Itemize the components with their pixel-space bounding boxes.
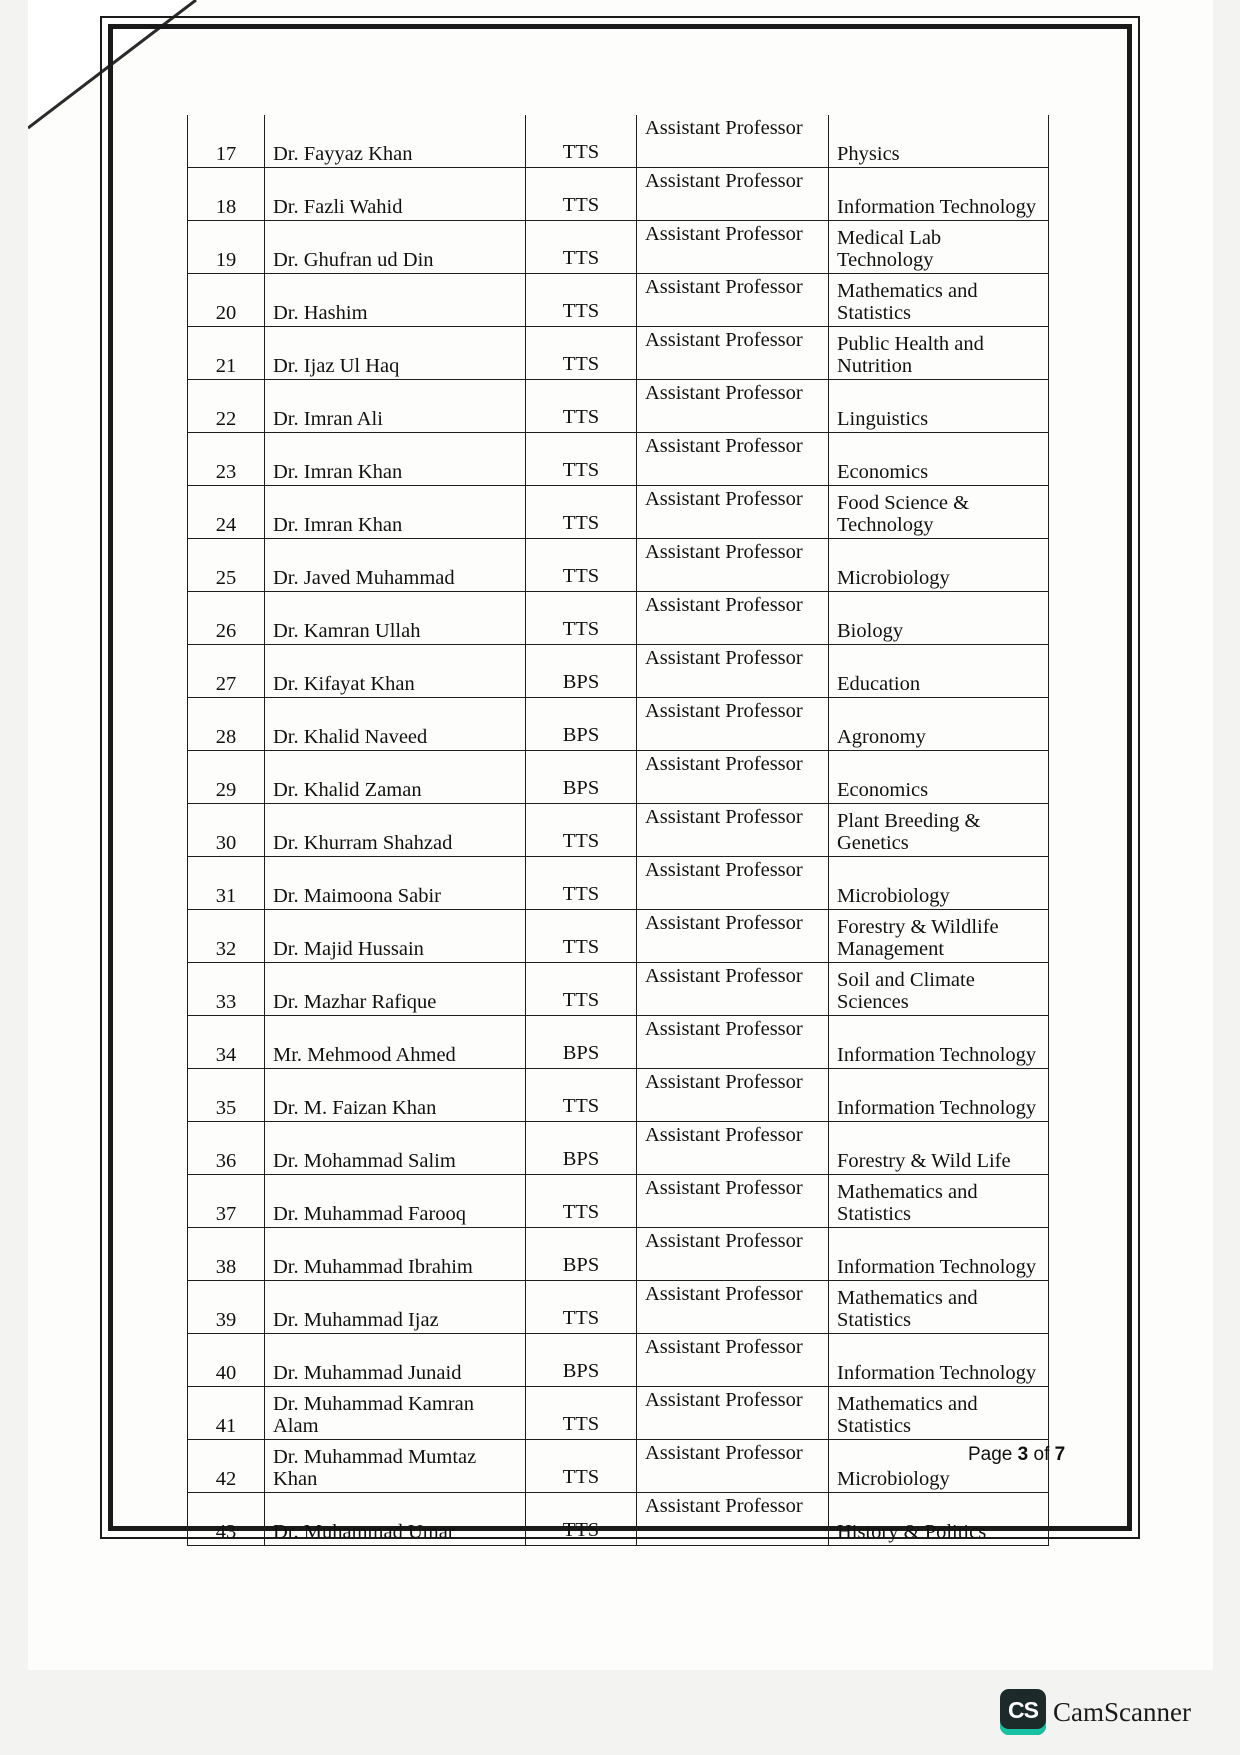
faculty-name-cell: Dr. Fazli Wahid: [265, 168, 526, 221]
row-number-cell: 23: [188, 433, 265, 486]
row-number-cell: 35: [188, 1069, 265, 1122]
designation-cell: Assistant Professor: [637, 1016, 829, 1069]
faculty-table: [187, 115, 1049, 1546]
department-cell: Information Technology: [829, 1069, 1049, 1122]
pay-scale-cell: TTS: [526, 1175, 637, 1228]
row-number-cell: 17: [188, 115, 265, 168]
faculty-name-cell: Dr. Khalid Naveed: [265, 698, 526, 751]
row-number-cell: 39: [188, 1281, 265, 1334]
designation-cell: Assistant Professor: [637, 857, 829, 910]
designation-cell: Assistant Professor: [637, 1122, 829, 1175]
faculty-name-cell: Dr. Khurram Shahzad: [265, 804, 526, 857]
department-cell: Mathematics and Statistics: [829, 1175, 1049, 1228]
camscanner-name: CamScanner: [1053, 1696, 1191, 1727]
row-number-cell: 41: [188, 1387, 265, 1440]
faculty-name-cell: Dr. Fayyaz Khan: [265, 115, 526, 168]
table-row: [188, 168, 1049, 221]
row-number-cell: 38: [188, 1228, 265, 1281]
designation-cell: Assistant Professor: [637, 698, 829, 751]
table-row: [188, 1493, 1049, 1546]
row-number-cell: 29: [188, 751, 265, 804]
designation-cell: Assistant Professor: [637, 486, 829, 539]
faculty-name-cell: Dr. Muhammad Farooq: [265, 1175, 526, 1228]
faculty-name-cell: Dr. Ghufran ud Din: [265, 221, 526, 274]
department-cell: Food Science & Technology: [829, 486, 1049, 539]
designation-cell: Assistant Professor: [637, 433, 829, 486]
row-number-cell: 25: [188, 539, 265, 592]
department-cell: Information Technology: [829, 168, 1049, 221]
page-number-label: Page: [968, 1444, 1013, 1465]
row-number-cell: 18: [188, 168, 265, 221]
department-cell: Public Health and Nutrition: [829, 327, 1049, 380]
designation-cell: Assistant Professor: [637, 804, 829, 857]
pay-scale-cell: TTS: [526, 433, 637, 486]
pay-scale-cell: TTS: [526, 221, 637, 274]
table-row: [188, 1016, 1049, 1069]
row-number-cell: 36: [188, 1122, 265, 1175]
table-row: [188, 221, 1049, 274]
page-number: [968, 1444, 1065, 1466]
department-cell: Mathematics and Statistics: [829, 274, 1049, 327]
department-cell: Information Technology: [829, 1334, 1049, 1387]
faculty-name-cell: Dr. Muhammad Kamran Alam: [265, 1387, 526, 1440]
department-cell: Microbiology: [829, 857, 1049, 910]
designation-cell: Assistant Professor: [637, 221, 829, 274]
table-row: [188, 804, 1049, 857]
row-number-cell: 21: [188, 327, 265, 380]
faculty-table-body: [188, 115, 1049, 1546]
pay-scale-cell: TTS: [526, 539, 637, 592]
department-cell: Microbiology: [829, 539, 1049, 592]
designation-cell: Assistant Professor: [637, 327, 829, 380]
designation-cell: Assistant Professor: [637, 168, 829, 221]
department-cell: Mathematics and Statistics: [829, 1281, 1049, 1334]
designation-cell: Assistant Professor: [637, 539, 829, 592]
pay-scale-cell: BPS: [526, 698, 637, 751]
designation-cell: Assistant Professor: [637, 380, 829, 433]
camscanner-logo-text: CS: [1008, 1696, 1038, 1723]
pay-scale-cell: BPS: [526, 1016, 637, 1069]
designation-cell: Assistant Professor: [637, 1440, 829, 1493]
faculty-name-cell: Dr. Javed Muhammad: [265, 539, 526, 592]
row-number-cell: 28: [188, 698, 265, 751]
camscanner-watermark: [1000, 1688, 1191, 1736]
department-cell: Forestry & Wild Life: [829, 1122, 1049, 1175]
pay-scale-cell: TTS: [526, 1440, 637, 1493]
faculty-name-cell: Dr. Muhammad Ibrahim: [265, 1228, 526, 1281]
row-number-cell: 37: [188, 1175, 265, 1228]
row-number-cell: 26: [188, 592, 265, 645]
department-cell: Plant Breeding & Genetics: [829, 804, 1049, 857]
row-number-cell: 42: [188, 1440, 265, 1493]
faculty-name-cell: Dr. Muhammad Ijaz: [265, 1281, 526, 1334]
designation-cell: Assistant Professor: [637, 115, 829, 168]
department-cell: Education: [829, 645, 1049, 698]
pay-scale-cell: TTS: [526, 804, 637, 857]
table-row: [188, 751, 1049, 804]
table-row: [188, 539, 1049, 592]
faculty-name-cell: Dr. Imran Khan: [265, 486, 526, 539]
table-row: [188, 1175, 1049, 1228]
designation-cell: Assistant Professor: [637, 1228, 829, 1281]
department-cell: Biology: [829, 592, 1049, 645]
table-row: [188, 592, 1049, 645]
table-row: [188, 1281, 1049, 1334]
pay-scale-cell: BPS: [526, 1122, 637, 1175]
department-cell: Mathematics and Statistics: [829, 1387, 1049, 1440]
faculty-name-cell: Dr. Hashim: [265, 274, 526, 327]
pay-scale-cell: TTS: [526, 963, 637, 1016]
table-row: [188, 327, 1049, 380]
designation-cell: Assistant Professor: [637, 1387, 829, 1440]
table-row: [188, 433, 1049, 486]
designation-cell: Assistant Professor: [637, 963, 829, 1016]
row-number-cell: 20: [188, 274, 265, 327]
row-number-cell: 19: [188, 221, 265, 274]
designation-cell: Assistant Professor: [637, 910, 829, 963]
department-cell: Information Technology: [829, 1228, 1049, 1281]
pay-scale-cell: BPS: [526, 1334, 637, 1387]
table-row: [188, 645, 1049, 698]
page-number-total: 7: [1054, 1444, 1066, 1465]
faculty-name-cell: Dr. Imran Khan: [265, 433, 526, 486]
faculty-name-cell: Dr. Khalid Zaman: [265, 751, 526, 804]
faculty-name-cell: Dr. Muhammad Junaid: [265, 1334, 526, 1387]
row-number-cell: 22: [188, 380, 265, 433]
faculty-name-cell: Dr. Majid Hussain: [265, 910, 526, 963]
department-cell: Information Technology: [829, 1016, 1049, 1069]
row-number-cell: 33: [188, 963, 265, 1016]
table-row: [188, 698, 1049, 751]
pay-scale-cell: TTS: [526, 1281, 637, 1334]
faculty-name-cell: Dr. Muhammad Umar: [265, 1493, 526, 1546]
table-row: [188, 115, 1049, 168]
pay-scale-cell: BPS: [526, 1228, 637, 1281]
camscanner-logo-icon: [1000, 1689, 1046, 1735]
pay-scale-cell: TTS: [526, 857, 637, 910]
department-cell: Physics: [829, 115, 1049, 168]
department-cell: Agronomy: [829, 698, 1049, 751]
designation-cell: Assistant Professor: [637, 1493, 829, 1546]
faculty-name-cell: Dr. M. Faizan Khan: [265, 1069, 526, 1122]
table-row: [188, 963, 1049, 1016]
designation-cell: Assistant Professor: [637, 592, 829, 645]
department-cell: Linguistics: [829, 380, 1049, 433]
designation-cell: Assistant Professor: [637, 274, 829, 327]
table-row: [188, 274, 1049, 327]
pay-scale-cell: BPS: [526, 751, 637, 804]
row-number-cell: 32: [188, 910, 265, 963]
row-number-cell: 40: [188, 1334, 265, 1387]
pay-scale-cell: TTS: [526, 592, 637, 645]
pay-scale-cell: TTS: [526, 274, 637, 327]
faculty-name-cell: Dr. Muhammad Mumtaz Khan: [265, 1440, 526, 1493]
row-number-cell: 34: [188, 1016, 265, 1069]
department-cell: Forestry & Wildlife Management: [829, 910, 1049, 963]
pay-scale-cell: TTS: [526, 168, 637, 221]
page-number-current: 3: [1017, 1444, 1029, 1465]
row-number-cell: 43: [188, 1493, 265, 1546]
table-row: [188, 1387, 1049, 1440]
table-row: [188, 910, 1049, 963]
department-cell: Economics: [829, 751, 1049, 804]
pay-scale-cell: BPS: [526, 645, 637, 698]
table-row: [188, 1122, 1049, 1175]
pay-scale-cell: TTS: [526, 1493, 637, 1546]
table-row: [188, 486, 1049, 539]
designation-cell: Assistant Professor: [637, 645, 829, 698]
pay-scale-cell: TTS: [526, 327, 637, 380]
faculty-name-cell: Dr. Kamran Ullah: [265, 592, 526, 645]
row-number-cell: 31: [188, 857, 265, 910]
table-row: [188, 1228, 1049, 1281]
department-cell: History & Politics: [829, 1493, 1049, 1546]
faculty-name-cell: Dr. Maimoona Sabir: [265, 857, 526, 910]
faculty-name-cell: Dr. Mazhar Rafique: [265, 963, 526, 1016]
designation-cell: Assistant Professor: [637, 1281, 829, 1334]
row-number-cell: 30: [188, 804, 265, 857]
designation-cell: Assistant Professor: [637, 751, 829, 804]
table-row: [188, 857, 1049, 910]
pay-scale-cell: TTS: [526, 380, 637, 433]
table-row: [188, 1334, 1049, 1387]
page-number-of: of: [1033, 1444, 1050, 1465]
pay-scale-cell: TTS: [526, 910, 637, 963]
faculty-name-cell: Mr. Mehmood Ahmed: [265, 1016, 526, 1069]
pay-scale-cell: TTS: [526, 115, 637, 168]
department-cell: Microbiology: [829, 1440, 1049, 1493]
table-row: [188, 1440, 1049, 1493]
designation-cell: Assistant Professor: [637, 1334, 829, 1387]
pay-scale-cell: TTS: [526, 486, 637, 539]
faculty-name-cell: Dr. Kifayat Khan: [265, 645, 526, 698]
pay-scale-cell: TTS: [526, 1387, 637, 1440]
table-row: [188, 380, 1049, 433]
department-cell: Soil and Climate Sciences: [829, 963, 1049, 1016]
faculty-name-cell: Dr. Imran Ali: [265, 380, 526, 433]
faculty-name-cell: Dr. Mohammad Salim: [265, 1122, 526, 1175]
faculty-name-cell: Dr. Ijaz Ul Haq: [265, 327, 526, 380]
table-row: [188, 1069, 1049, 1122]
department-cell: Economics: [829, 433, 1049, 486]
row-number-cell: 27: [188, 645, 265, 698]
department-cell: Medical Lab Technology: [829, 221, 1049, 274]
pay-scale-cell: TTS: [526, 1069, 637, 1122]
row-number-cell: 24: [188, 486, 265, 539]
designation-cell: Assistant Professor: [637, 1175, 829, 1228]
designation-cell: Assistant Professor: [637, 1069, 829, 1122]
